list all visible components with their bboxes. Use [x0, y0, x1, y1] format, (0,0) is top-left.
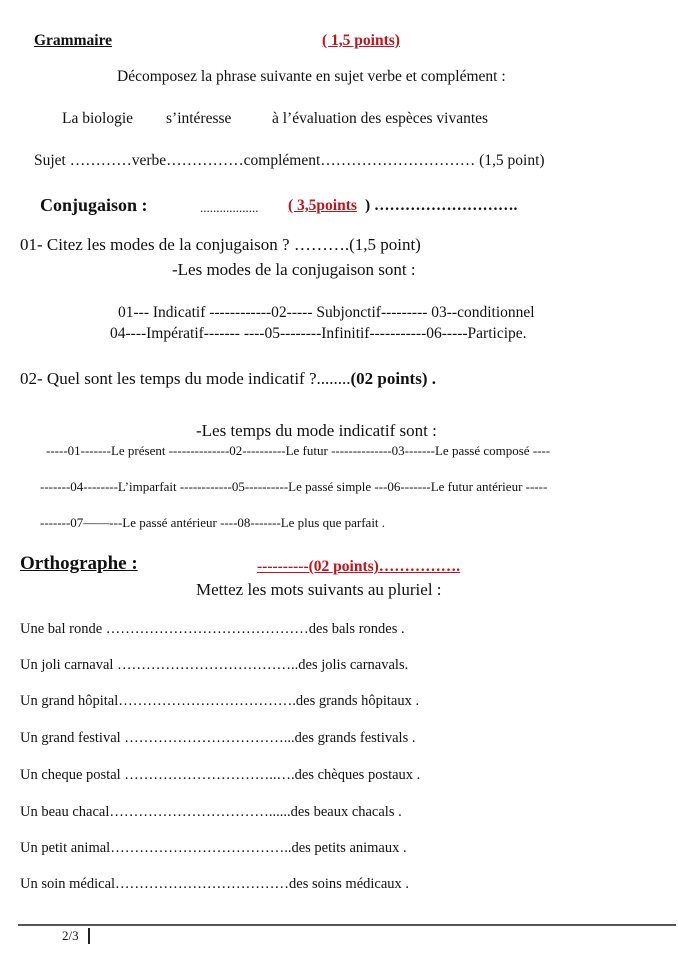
plural-item: Un grand hôpital……………………………….des grands hôpitaux . — [20, 693, 420, 709]
q2-points: (02 points) . — [350, 369, 436, 388]
grammaire-title-text: Grammaire — [34, 32, 113, 49]
orthographe-title: Orthographe : — [20, 553, 138, 574]
grammaire-instruction: Décomposez la phrase suivante en sujet verbe et complément : — [117, 68, 506, 85]
phrase-sujet: La biologie — [62, 110, 134, 127]
conjugaison-dots-before: .................. — [200, 200, 259, 215]
plural-item: Un petit animal………………………………..des petits animaux . — [20, 840, 407, 856]
plural-item: Un joli carnaval ………………………………..des jolis carnavals. — [20, 657, 409, 673]
q2-tenses-line-3: -------07——---Le passé antérieur ----08-------Le plus que parfait . — [40, 515, 386, 530]
q2-tenses-line-2: -------04--------L’imparfait ------------05----------Le passé simple ---06-------Le futur antérieur ----- — [40, 479, 548, 494]
plural-item: Un cheque postal …………………………..….des chèques postaux . — [20, 767, 421, 783]
phrase-verbe: s’intéresse — [166, 110, 232, 127]
plural-item: Une bal ronde ……………………………………des bals rondes . — [20, 621, 405, 637]
q1-modes-line-2: 04----Impératif------- ----05--------Infinitif-----------06-----Participe. — [110, 325, 527, 342]
q1-intro: -Les modes de la conjugaison sont : — [172, 260, 416, 279]
q1-question: 01- Citez les modes de la conjugaison ? ……….(1,5 point) — [20, 235, 421, 254]
orthographe-instruction: Mettez les mots suivants au pluriel : — [196, 580, 442, 599]
phrase-complement: à l’évaluation des espèces vivantes — [272, 110, 489, 127]
conjugaison-dots-after: ) ………………………. — [365, 197, 518, 214]
q2-question-text: 02- Quel sont les temps du mode indicatif ?........ — [20, 369, 351, 388]
conjugaison-title: Conjugaison : — [40, 195, 148, 215]
footer-divider — [88, 928, 90, 944]
plural-item: Un soin médical………………………………des soins médicaux . — [20, 876, 410, 892]
plural-item: Un beau chacal……………………………......des beaux chacals . — [20, 804, 402, 820]
q1-modes-line-1: 01--- Indicatif ------------02----- Subjonctif--------- 03--conditionnel — [118, 304, 535, 321]
plural-item: Un grand festival ……………………………...des grands festivals . — [20, 730, 416, 746]
conjugaison-points: ( 3,5points — [288, 197, 357, 214]
page-number: 2/3 — [62, 928, 79, 943]
grammaire-points: ( 1,5 points) — [322, 32, 400, 49]
q2-intro: -Les temps du mode indicatif sont : — [196, 421, 437, 440]
orthographe-points: ----------(02 points)……………. — [257, 558, 461, 575]
grammaire-title — [34, 32, 124, 50]
footer-rule — [18, 924, 676, 926]
q2-tenses-line-1: -----01-------Le présent --------------02----------Le futur --------------03-------Le passé composé ---- — [46, 443, 551, 458]
grammaire-answer-line: Sujet …………verbe……………complément………………………… (1,5 point) — [34, 152, 545, 169]
q2-question — [20, 369, 436, 389]
